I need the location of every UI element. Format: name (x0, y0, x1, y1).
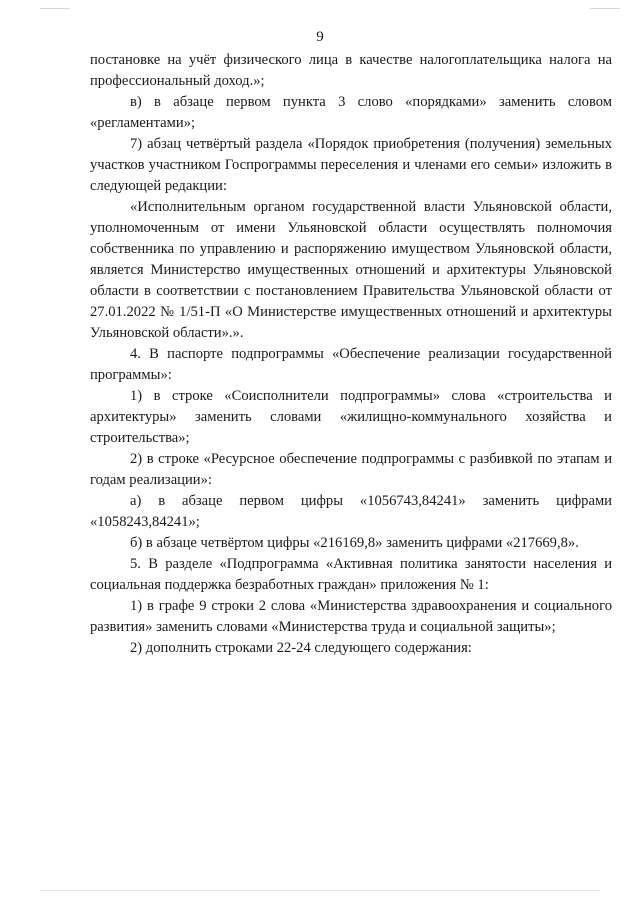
paragraph-item-v: в) в абзаце первом пункта 3 слово «порядками» заменить словом «регламентами»; (90, 94, 612, 131)
paragraph-subitem-5-2: 2) дополнить строками 22-24 следующего содержания: (130, 640, 472, 656)
paragraph-subitem-5-1: 1) в графе 9 строки 2 слова «Министерства здравоохранения и социального развития» заменить словами «Министерства труда и социальной защиты»; (90, 598, 612, 635)
paragraph-subitem-2: 2) в строке «Ресурсное обеспечение подпрограммы с разбивкой по этапам и годам реализации»: (90, 451, 612, 488)
paragraph-subitem-1: 1) в строке «Соисполнители подпрограммы» слова «строительства и архитектуры» заменить словами «жилищно-коммунального хозяйства и строительства»; (90, 388, 612, 446)
scan-artifact-top-right (590, 8, 620, 9)
page-number: 9 (316, 29, 324, 45)
paragraph-quoted-text: «Исполнительным органом государственной власти Ульяновской области, уполномоченным от имени Ульяновской области осуществлять полномочия собственника по управлению и распоряжению имуществом Ульяновской области, является Министерство имущественных отношений и архитектуры Ульяновской области в соответствии с постановлением Правительства Ульяновской области от 27.01.2022 № 1/51-П «О Министерстве имущественных отношений и архитектуры Ульяновской области».». (90, 199, 612, 341)
scan-artifact-top-left (40, 8, 70, 9)
document-body (90, 50, 612, 659)
paragraph-item-5: 5. В разделе «Подпрограмма «Активная политика занятости населения и социальная поддержка безработных граждан» приложения № 1: (90, 556, 612, 593)
paragraph-item-4: 4. В паспорте подпрограммы «Обеспечение реализации государственной программы»: (90, 346, 612, 383)
paragraph-subitem-b: б) в абзаце четвёртом цифры «216169,8» заменить цифрами «217669,8». (130, 535, 579, 551)
paragraph-continuation: постановке на учёт физического лица в качестве налогоплательщика налога на профессиональный доход.»; (90, 52, 612, 89)
paragraph-item-7: 7) абзац четвёртый раздела «Порядок приобретения (получения) земельных участков участником Госпрограммы переселения и членами его семьи» изложить в следующей редакции: (90, 136, 612, 194)
scan-artifact-bottom (40, 890, 600, 891)
paragraph-subitem-a: а) в абзаце первом цифры «1056743,84241» заменить цифрами «1058243,84241»; (90, 493, 612, 530)
